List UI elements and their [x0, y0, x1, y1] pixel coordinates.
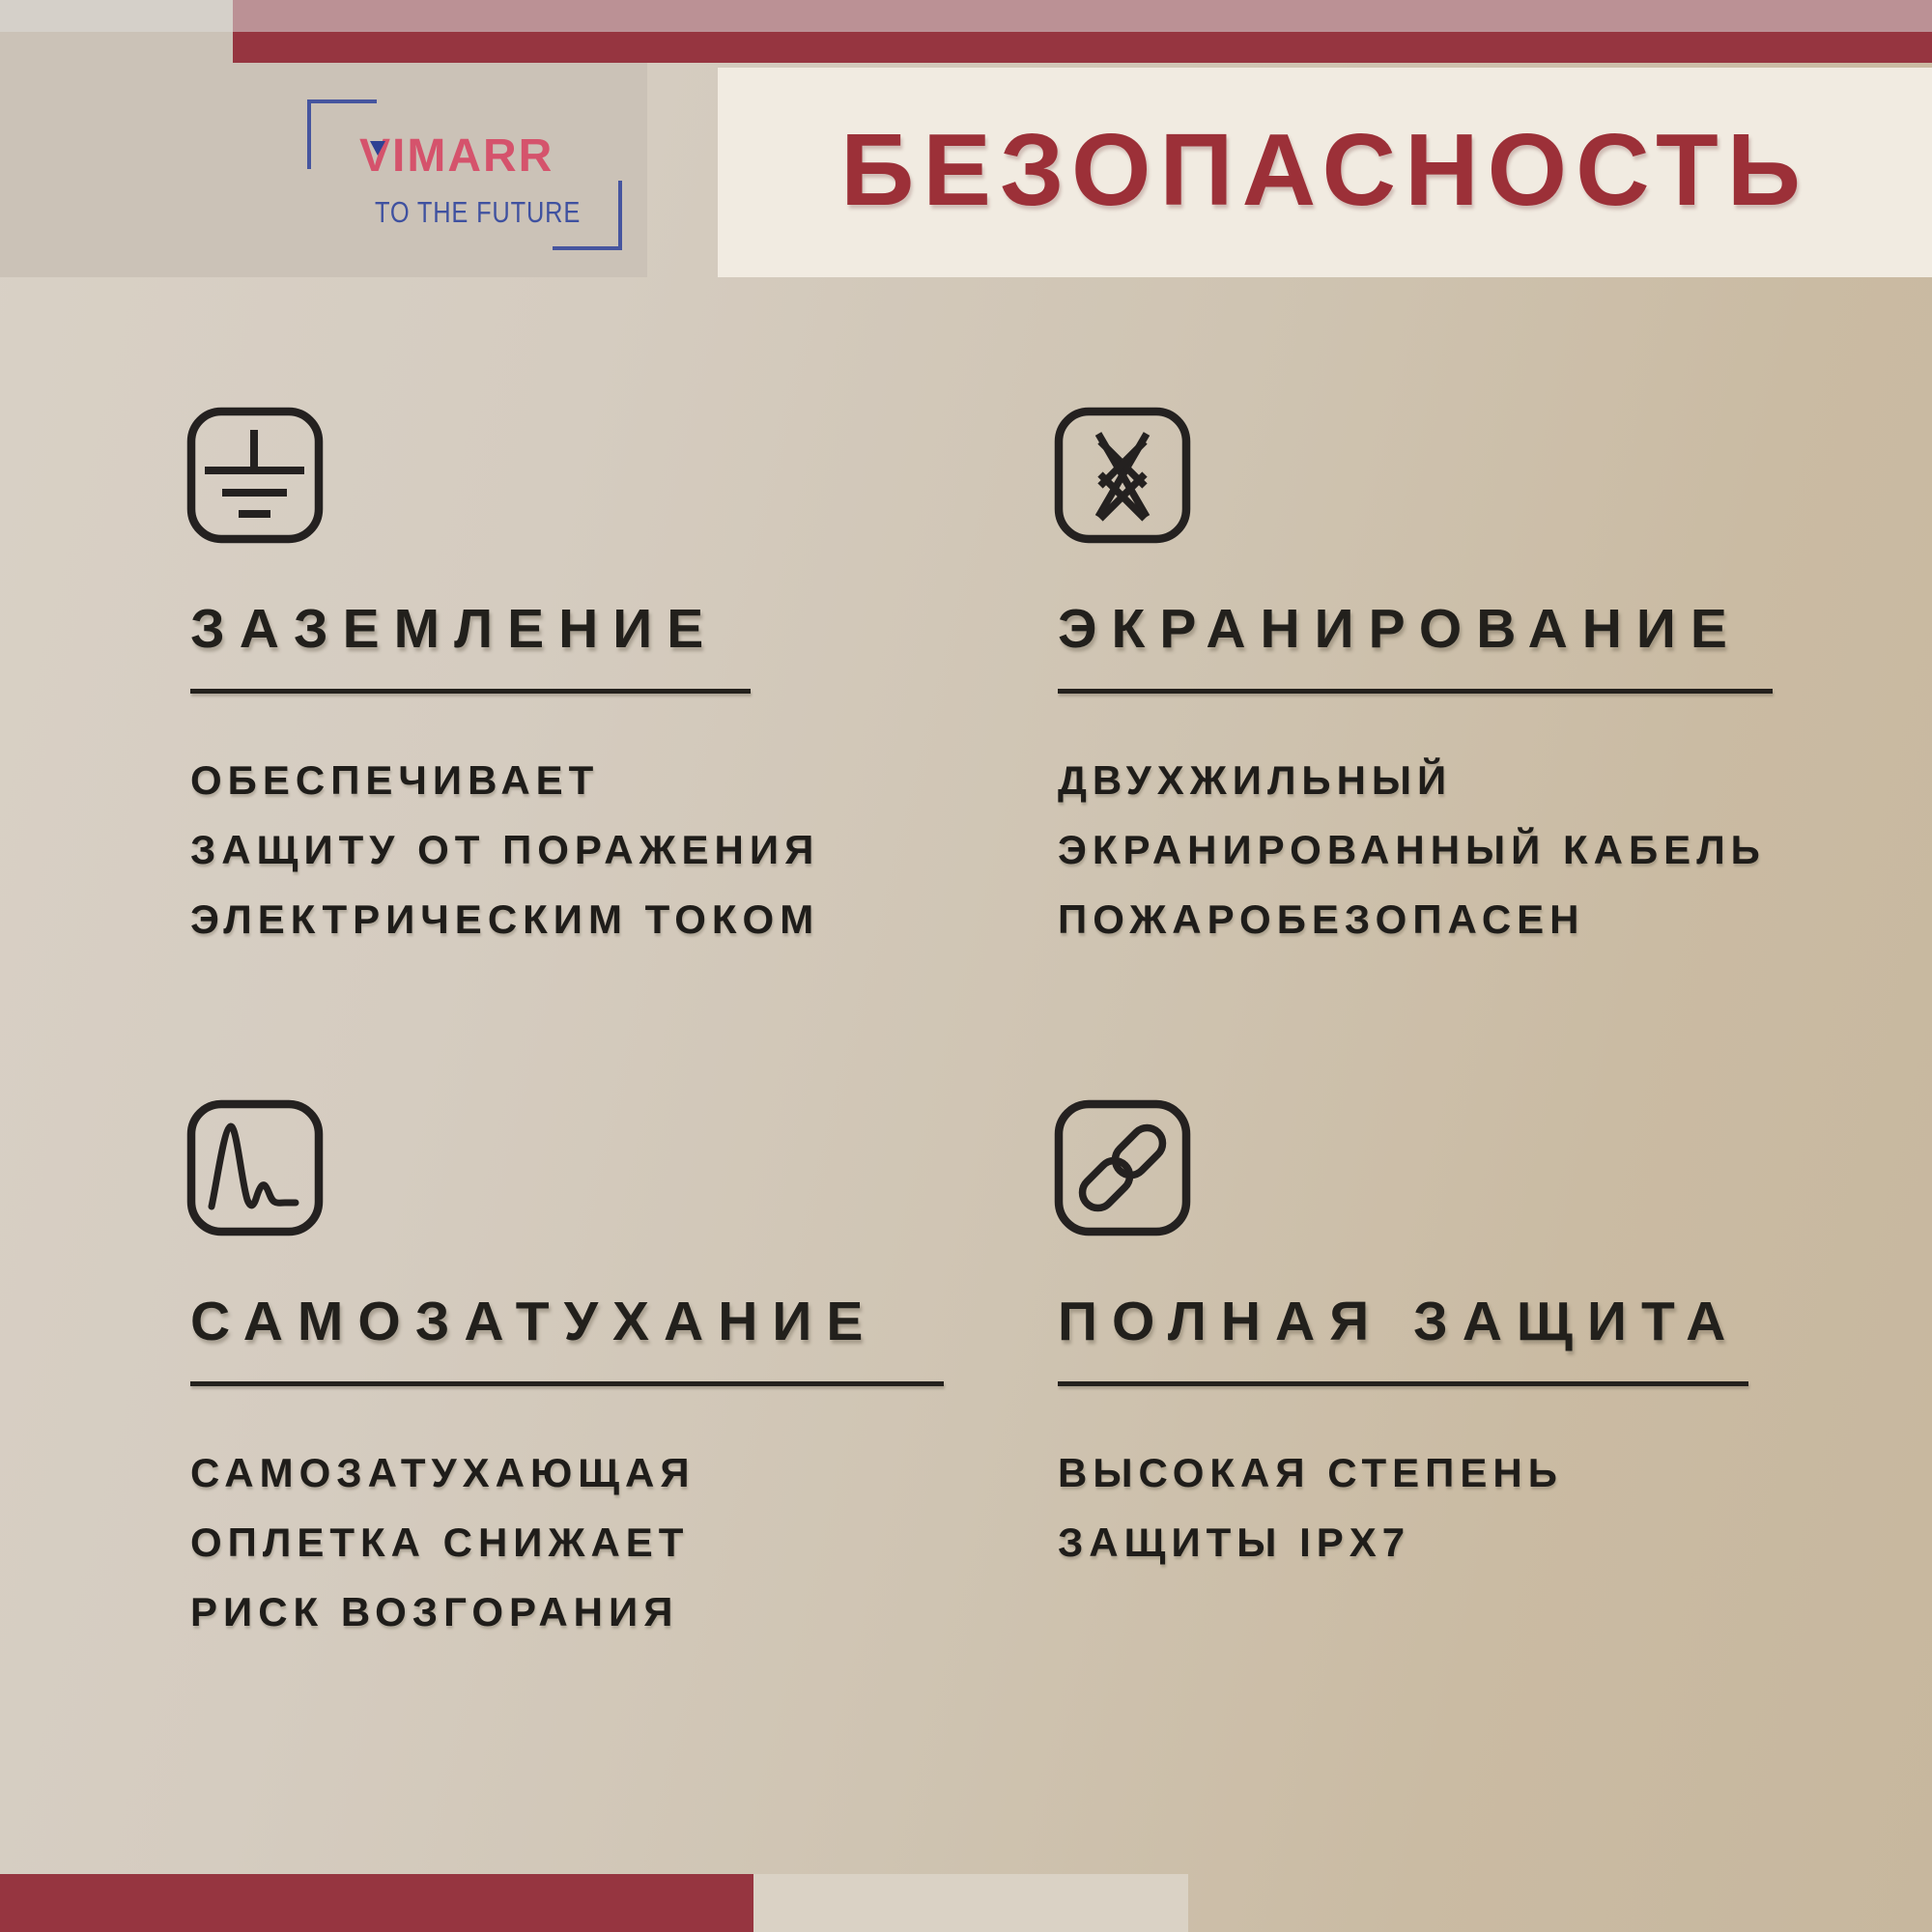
top-red-bar: [233, 32, 1932, 63]
feature-description-line: ЗАЩИТЫ IPX7: [1058, 1520, 1411, 1565]
feature-title: ЭКРАНИРОВАНИЕ: [1058, 598, 1742, 660]
feature-description-line: РИСК ВОЗГОРАНИЯ: [190, 1589, 679, 1634]
feature-grounding: [190, 406, 1060, 1082]
self-extinguishing-curve-icon: [185, 1098, 325, 1237]
feature-description-line: ЗАЩИТУ ОТ ПОРАЖЕНИЯ: [190, 827, 820, 872]
feature-title: ЗАЗЕМЛЕНИЕ: [190, 598, 719, 660]
feature-shielding: [1058, 406, 1927, 1082]
top-pink-bar: [233, 0, 1932, 32]
brand-logo: VIMARR: [359, 130, 554, 182]
feature-self-extinguishing: [190, 1098, 1060, 1775]
feature-underline: [1058, 689, 1773, 694]
feature-description: [1058, 746, 1766, 954]
feature-description: [190, 1438, 696, 1647]
feature-title: САМОЗАТУХАНИЕ: [190, 1291, 878, 1352]
grounding-icon: [185, 406, 325, 545]
feature-description: [190, 746, 819, 954]
top-left-gray-strip: [0, 0, 233, 32]
brand-tagline: TO THE FUTURE: [375, 195, 582, 229]
feature-description-line: САМОЗАТУХАЮЩАЯ: [190, 1450, 696, 1495]
chain-link-icon: [1053, 1098, 1192, 1237]
feature-full-protection: [1058, 1098, 1927, 1775]
feature-description-line: ДВУХЖИЛЬНЫЙ: [1058, 757, 1453, 803]
feature-description-line: ОБЕСПЕЧИВАЕТ: [190, 757, 600, 803]
feature-description-line: ЭКРАНИРОВАННЫЙ КАБЕЛЬ: [1058, 827, 1766, 872]
feature-description-line: ПОЖАРОБЕЗОПАСЕН: [1058, 896, 1585, 942]
feature-underline: [1058, 1381, 1748, 1386]
feature-description-line: ОПЛЕТКА СНИЖАЕТ: [190, 1520, 690, 1565]
bottom-red-bar: [0, 1874, 753, 1932]
shielding-braid-icon: [1053, 406, 1192, 545]
feature-underline: [190, 1381, 944, 1386]
feature-description-line: ВЫСОКАЯ СТЕПЕНЬ: [1058, 1450, 1563, 1495]
feature-underline: [190, 689, 751, 694]
feature-description: [1058, 1438, 1563, 1577]
feature-description-line: ЭЛЕКТРИЧЕСКИМ ТОКОМ: [190, 896, 820, 942]
feature-title: ПОЛНАЯ ЗАЩИТА: [1058, 1291, 1741, 1352]
page-title: БЕЗОПАСНОСТЬ: [840, 113, 1809, 227]
brand-logo-triangle-icon: [370, 141, 385, 156]
